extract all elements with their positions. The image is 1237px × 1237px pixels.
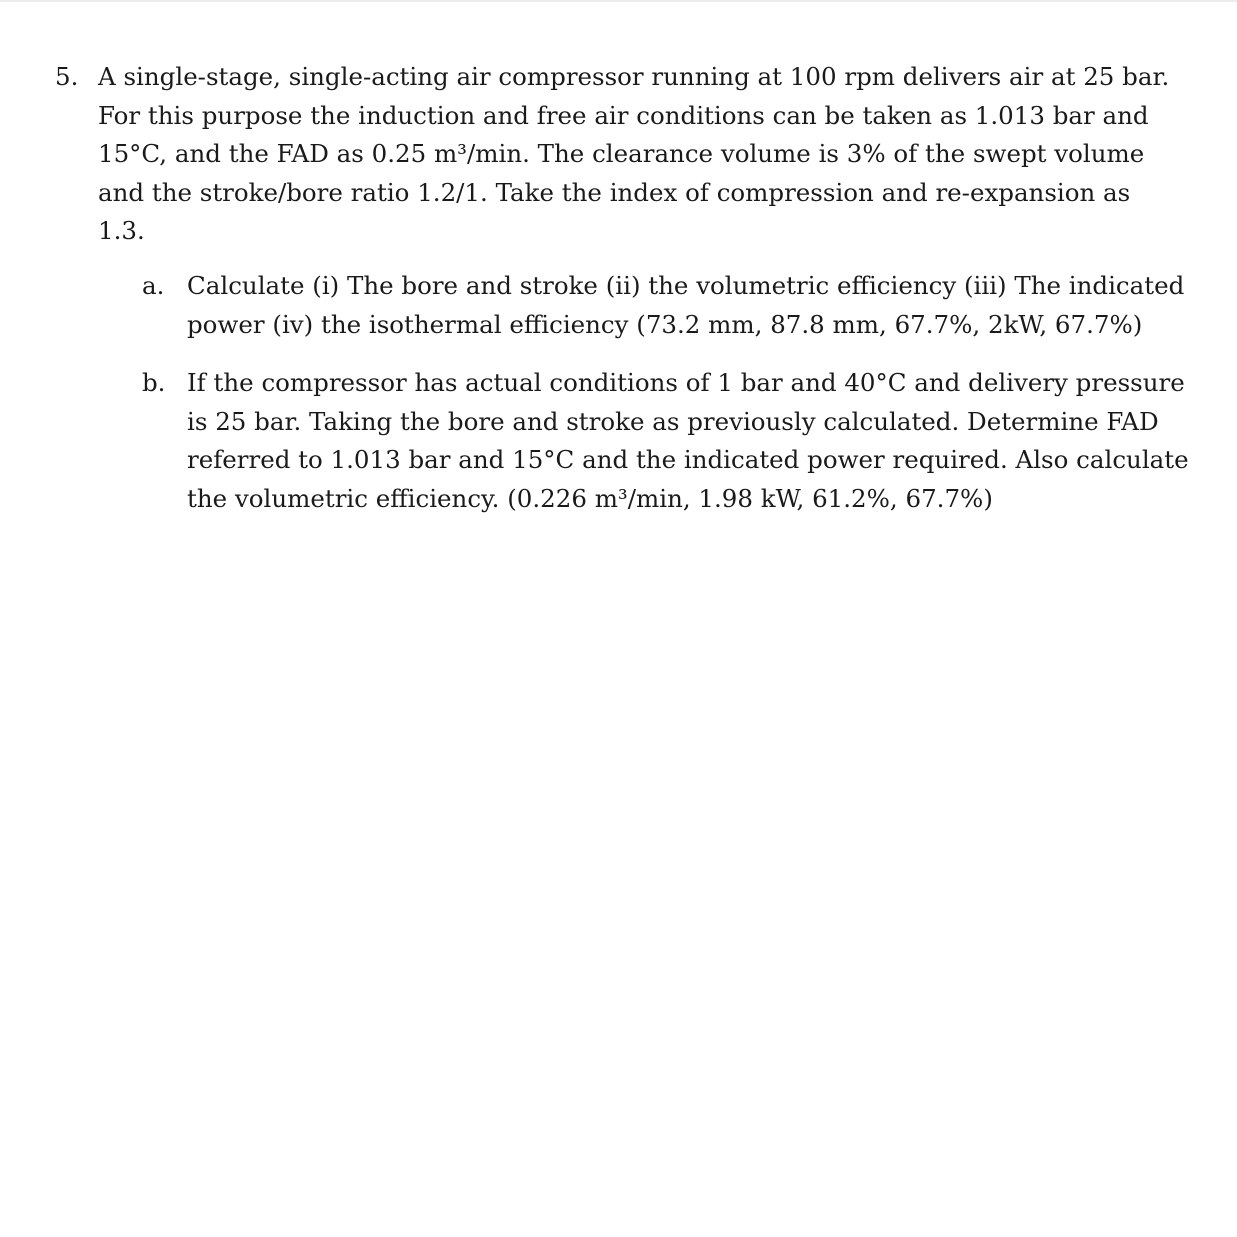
question-text [98,58,1188,251]
top-border [0,0,1237,2]
question-line: A single-stage, single-acting air compressor running at 100 rpm delivers air at 25 bar. [98,62,1170,91]
part-b-line: If the compressor has actual conditions of 1 bar and 40°C and delivery pressure [187,368,1185,397]
part-a-line: power (iv) the isothermal efficiency (73.2 mm, 87.8 mm, 67.7%, 2kW, 67.7%) [187,309,1143,339]
question-line: and the stroke/bore ratio 1.2/1. Take the index of compression and re-expansion as [98,177,1131,207]
part-a-label: a. [142,271,165,300]
question-line: 1.3. [98,216,145,245]
part-a-line: Calculate (i) The bore and stroke (ii) the volumetric efficiency (iii) The indicated [187,271,1185,300]
question-line: For this purpose the induction and free air conditions can be taken as 1.013 bar and [98,100,1149,130]
question-number: 5. [55,62,79,91]
question-line: 15°C, and the FAD as 0.25 m³/min. The clearance volume is 3% of the swept volume [98,139,1145,168]
part-a-text [187,267,1217,344]
part-b-label: b. [142,368,166,397]
part-b-line: referred to 1.013 bar and 15°C and the indicated power required. Also calculate [187,445,1189,474]
part-b-line: the volumetric efficiency. (0.226 m³/min, 1.98 kW, 61.2%, 67.7%) [187,483,993,513]
part-b-line: is 25 bar. Taking the bore and stroke as previously calculated. Determine FAD [187,406,1159,436]
part-b-text [187,364,1217,518]
